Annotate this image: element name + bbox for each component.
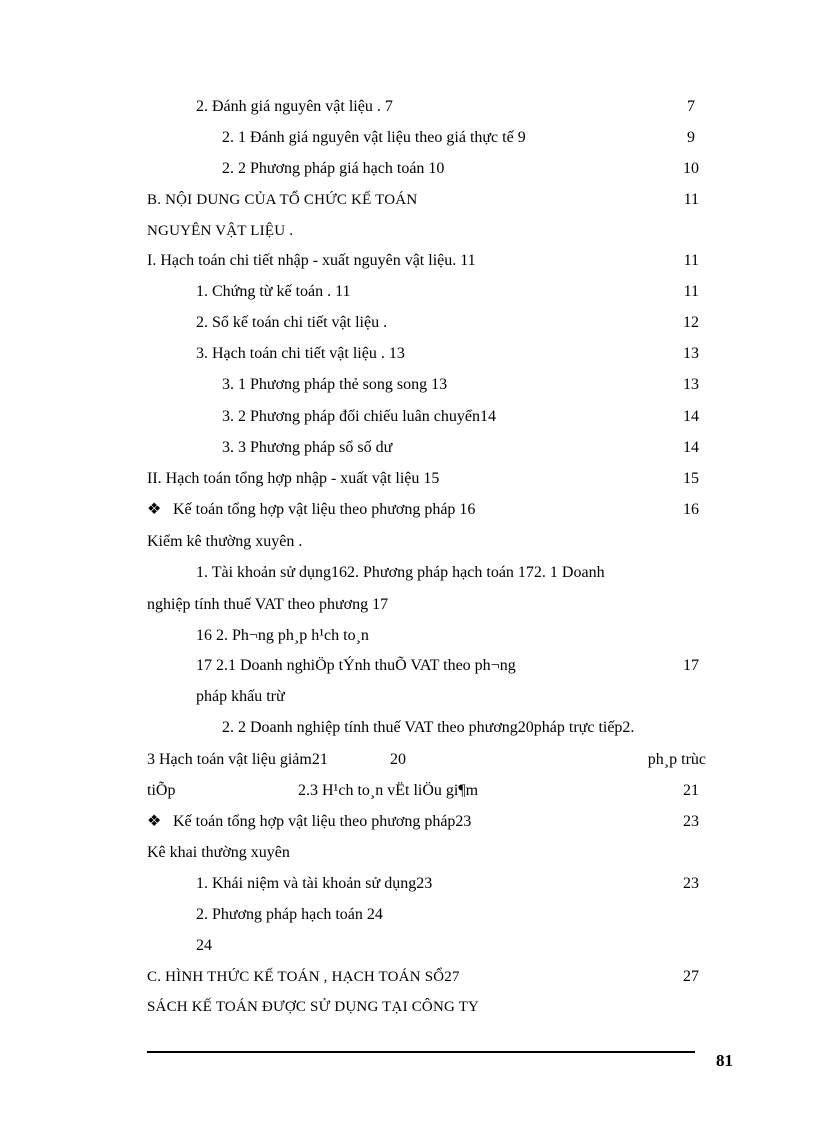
toc-section-heading: C. HÌNH THỨC KẾ TOÁN , HẠCH TOÁN SỔ27 (147, 969, 460, 985)
toc-section-heading: NGUYÊN VẬT LIỆU . (147, 223, 294, 239)
toc-entry-page: 16 (683, 501, 699, 518)
toc-entry-page: 13 (683, 345, 699, 362)
toc-entry-text: tiÕp (147, 782, 176, 799)
toc-entry-page: 10 (683, 160, 699, 177)
toc-section-heading: SÁCH KẾ TOÁN ĐƯỢC SỬ DỤNG TẠI CÔNG TY (147, 999, 480, 1015)
toc-entry-right-fragment: ph¸p trùc (647, 751, 706, 768)
toc-entry-text: I. Hạch toán chi tiết nhập - xuất nguyên vật liệu. 11 (147, 252, 476, 269)
toc-entry-page: 27 (683, 968, 699, 985)
toc-entry-text: 2. 1 Đánh giá nguyên vật liệu theo giá thực tế 9 (222, 129, 526, 146)
toc-entry-page: 23 (683, 813, 699, 830)
toc-entry-text: nghiệp tính thuế VAT theo phương 17 (147, 596, 389, 613)
toc-entry-text: 2. Đánh giá nguyên vật liệu . 7 (196, 98, 393, 115)
toc-entry-text: Kê khai thường xuyên (147, 844, 290, 861)
toc-entry-text: 24 (196, 937, 212, 954)
toc-entry-page: 12 (683, 314, 699, 331)
toc-entry-text: 1. Khái niệm và tài khoản sử dụng23 (196, 875, 433, 892)
toc-entry-text: pháp khấu trừ (196, 688, 285, 705)
toc-entry-text: 2. 2 Phương pháp giá hạch toán 10 (222, 160, 445, 177)
diamond-bullet-icon: ❖ (147, 813, 162, 830)
toc-entry-text: 3. 2 Phương pháp đối chiếu luân chuyển14 (222, 408, 496, 425)
diamond-bullet-icon: ❖ (147, 501, 162, 518)
toc-entry-page: 11 (683, 252, 699, 269)
toc-entry-text: 3. 1 Phương pháp thẻ song song 13 (222, 376, 448, 393)
toc-entry-page: 21 (683, 782, 699, 799)
toc-entry-text: Kế toán tổng hợp vật liệu theo phương pháp23 (173, 813, 472, 830)
toc-entry-page: 14 (683, 408, 699, 425)
toc-section-heading: B. NỘI DUNG CỦA TỔ CHỨC KẾ TOÁN (147, 192, 418, 208)
toc-entry-text: 3. 3 Phương pháp sổ số dư (222, 439, 393, 456)
toc-bullet-entry (147, 812, 471, 832)
toc-entry-text: 3. Hạch toán chi tiết vật liệu . 13 (196, 345, 405, 362)
toc-entry-text: 2. Sổ kế toán chi tiết vật liệu . (196, 314, 388, 331)
toc-entry-page: 11 (683, 283, 699, 300)
toc-entry-text: 16 2. Ph¬ng ph¸p h¹ch to¸n (196, 627, 369, 644)
toc-entry-text: 1. Chứng từ kế toán . 11 (196, 283, 351, 300)
toc-entry-mid: 2.3 H¹ch to¸n vËt liÖu gi¶m (298, 782, 479, 799)
toc-entry-text: 2. Phương pháp hạch toán 24 (196, 906, 383, 923)
toc-entry-text: II. Hạch toán tổng hợp nhập - xuất vật liệu 15 (147, 470, 440, 487)
toc-entry-text: 17 2.1 Doanh nghiÖp tÝnh thuÕ VAT theo ph¬ng (196, 657, 516, 674)
toc-entry-mid: 20 (390, 751, 406, 768)
toc-entry-text: 3 Hạch toán vật liệu giảm21 (147, 751, 328, 768)
toc-entry-text: 2. 2 Doanh nghiệp tính thuế VAT theo phương20pháp trực tiếp2. (222, 719, 635, 736)
toc-entry-page: 11 (683, 191, 699, 208)
toc-entry-page: 15 (683, 470, 699, 487)
footer-rule (147, 1051, 695, 1053)
toc-entry-page: 7 (687, 98, 695, 115)
toc-entry-text: 1. Tài khoản sử dụng162. Phương pháp hạch toán 172. 1 Doanh (196, 564, 605, 581)
toc-entry-page: 9 (687, 129, 695, 146)
toc-entry-page: 14 (683, 439, 699, 456)
toc-entry-text: Kế toán tổng hợp vật liệu theo phương pháp 16 (173, 501, 476, 518)
toc-entry-page: 23 (683, 875, 699, 892)
page-number: 81 (716, 1051, 733, 1070)
toc-bullet-entry (147, 500, 475, 520)
toc-entry-text: Kiểm kê thường xuyên . (147, 533, 303, 550)
toc-entry-page: 13 (683, 376, 699, 393)
toc-entry-page: 17 (683, 657, 699, 674)
